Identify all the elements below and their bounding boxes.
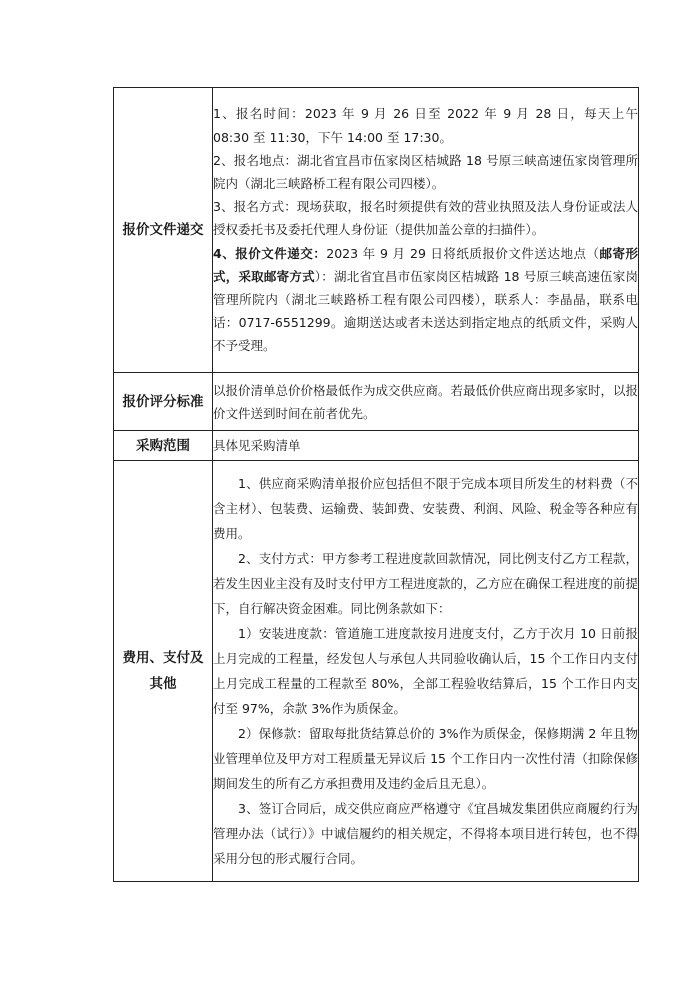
submission-item-4-lead: 4、报价文件递交：	[213, 245, 327, 261]
submission-item-4-bold: 邮寄形式，采取邮寄方式	[213, 245, 638, 284]
fees-paragraph-2: 2、支付方式：甲方参考工程进度款回款情况，同比例支付乙方工程款，若发生因业主没有及时支付甲方工程进度款的，乙方应在确保工程进度的前提下，自行解决资金困难。同比例条款如下：	[213, 551, 639, 616]
fees-paragraph-4: 2）保修款：留取每批货结算总价的 3%作为质保金，保修期满 2 年且物业管理单位及甲方对工程质量无异议后 15 个工作日内一次性付清（扣除保修期间发生的所有乙方承担费用及违约金后且无息）。	[213, 726, 638, 791]
label-evaluation: 报价评分标准	[114, 373, 213, 431]
table-row-scope	[114, 431, 639, 461]
label-fees-line1: 费用、支付及	[122, 650, 204, 666]
procurement-table	[113, 87, 639, 882]
submission-item-4-text2: ）：湖北省宜昌市伍家岗区桔城路 18 号原三峡高速伍家岗管理所院内（湖北三峡路桥工程有限公司四楼），联系人：李晶晶，联系电话：0717-6551299。逾期送达或者未送达到指定地点的纸质文件，采购人不予受理。	[213, 268, 638, 354]
fees-paragraph-1: 1、供应商采购清单报价应包括但不限于完成本项目所发生的材料费（不含主材）、包装费、运输费、装卸费、安装费、利润、风险、税金等各种应有费用。	[213, 476, 638, 541]
table-row-evaluation	[114, 373, 639, 431]
content-submission	[213, 88, 639, 373]
table-row-fees	[114, 461, 639, 882]
content-scope: 具体见采购清单	[213, 431, 639, 461]
submission-item-4-text1: 2023 年 9 月 29 日将纸质报价文件送达地点（	[326, 245, 600, 261]
fees-paragraph-5: 3、签订合同后，成交供应商应严格遵守《宜昌城发集团供应商履约行为管理办法（试行）》中诚信履约的相关规定，不得将本项目进行转包，也不得采用分包的形式履行合同。	[213, 801, 638, 866]
submission-item-3: 3、报名方式：现场获取，报名时须提供有效的营业执照及法人身份证或法人授权委托书及委托代理人身份证（提供加盖公章的扫描件）。	[213, 199, 638, 238]
submission-item-2: 2、报名地点：湖北省宜昌市伍家岗区桔城路 18 号原三峡高速伍家岗管理所院内（湖北三峡路桥工程有限公司四楼）。	[213, 152, 638, 191]
submission-item-4	[213, 242, 638, 358]
label-scope: 采购范围	[114, 431, 213, 461]
label-fees-line2: 其他	[149, 676, 177, 692]
fees-paragraph-3: 1）安装进度款：管道施工进度款按月进度支付，乙方于次月 10 日前报上月完成的工程量，经发包人与承包人共同验收确认后，15 个工作日内支付上月完成工程量的工程款至 80%，全部工程验收结算后，15 个工作日内支付至 97%，余款 3%作为质保金。	[213, 626, 638, 716]
table-row-submission	[114, 88, 639, 373]
submission-item-1: 1、报名时间：2023 年 9 月 26 日至 2022 年 9 月 28 日，每天上午 08:30 至 11:30，下午 14:00 至 17:30。	[213, 106, 638, 145]
label-submission: 报价文件递交	[114, 88, 213, 373]
content-evaluation: 以报价清单总价价格最低作为成交供应商。若最低价供应商出现多家时，以报价文件送到时间在前者优先。	[213, 373, 639, 431]
content-fees	[213, 461, 639, 882]
label-fees	[114, 461, 213, 882]
